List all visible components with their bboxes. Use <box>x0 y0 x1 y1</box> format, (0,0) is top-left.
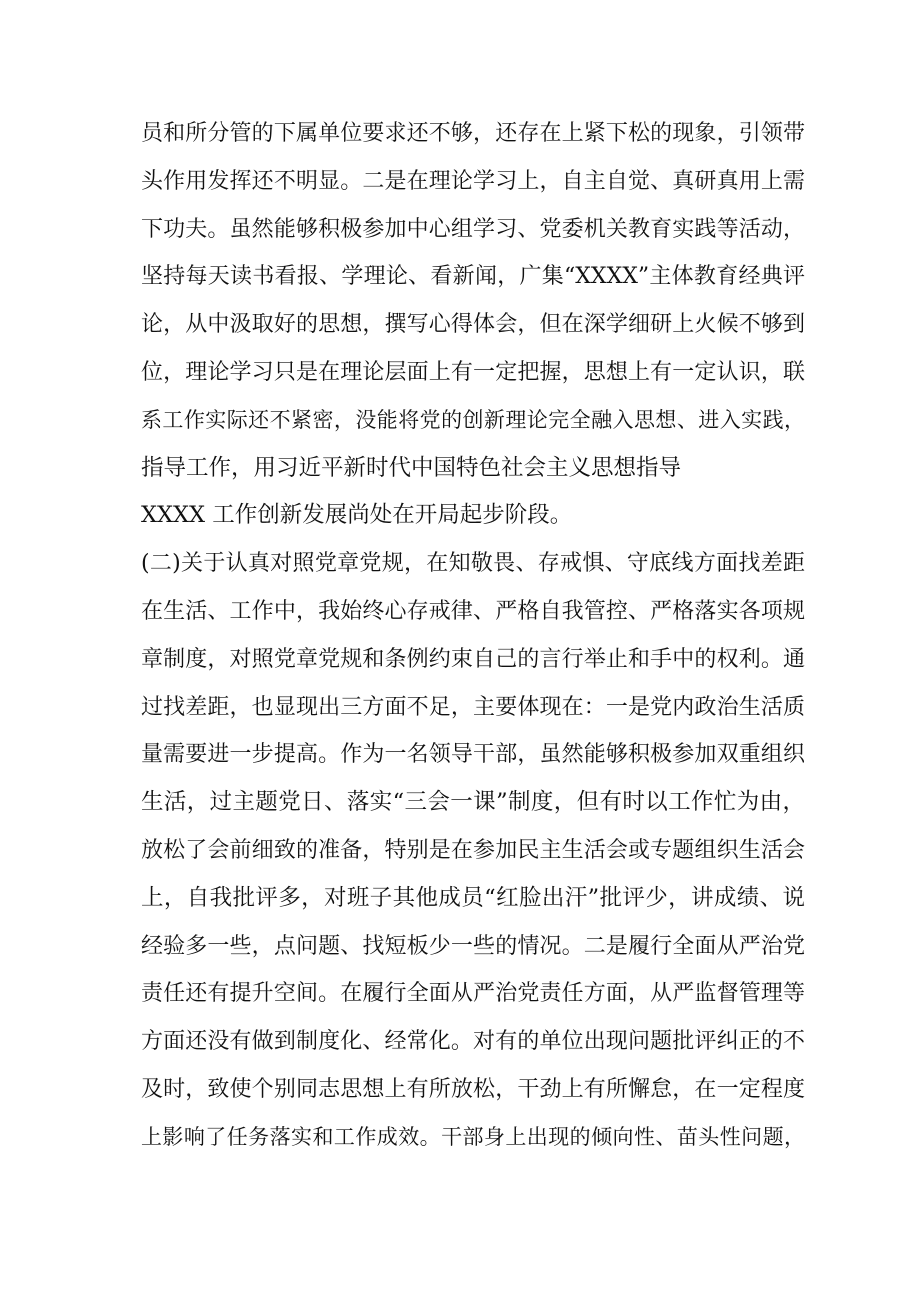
text-line: 上，自我批评多，对班子其他成员“红脸出汗”批评少，讲成绩、说 <box>141 884 805 911</box>
text-line: XXXX 工作创新发展尚处在开局起步阶段。 <box>141 502 573 529</box>
text-line: 位，理论学习只是在理论层面上有一定把握，思想上有一定认识，联 <box>141 359 805 385</box>
section-heading: (二)关于认真对照党章党规，在知敬畏、存戒惧、守底线方面找差距 <box>141 551 805 577</box>
text-line: 过找差距，也显现出三方面不足，主要体现在：一是党内政治生活质 <box>141 694 805 720</box>
body-text <box>141 110 805 1162</box>
text-line: 章制度，对照党章党规和条例约束自己的言行举止和手中的权利。通 <box>141 646 805 672</box>
text-line: 系工作实际还不紧密，没能将党的创新理论完全融入思想、进入实践， <box>141 407 805 432</box>
text-line: 坚持每天读书看报、学理论、看新闻，广集“XXXX”主体教育经典评 <box>141 264 805 290</box>
text-line: 在生活、工作中，我始终心存戒律、严格自我管控、严格落实各项规 <box>141 598 805 624</box>
text-line: 生活，过主题党日、落实“三会一课”制度，但有时以工作忙为由， <box>141 789 805 816</box>
text-line: 下功夫。虽然能够积极参加中心组学习、党委机关教育实践等活动， <box>141 216 805 242</box>
text-line: 论，从中汲取好的思想，撰写心得体会，但在深学细研上火候不够到 <box>141 312 805 338</box>
text-line: 员和所分管的下属单位要求还不够，还存在上紧下松的现象，引领带 <box>141 121 805 146</box>
text-line: 头作用发挥还不明显。二是在理论学习上，自主自觉、真研真用上需 <box>141 168 805 194</box>
text-line: 责任还有提升空间。在履行全面从严治党责任方面，从严监督管理等 <box>141 981 805 1007</box>
text-line: 上影响了任务落实和工作成效。干部身上出现的倾向性、苗头性问题， <box>141 1124 805 1149</box>
text-line: 及时，致使个别同志思想上有所放松，干劲上有所懈怠，在一定程度 <box>141 1076 805 1102</box>
text-line: 指导工作，用习近平新时代中国特色社会主义思想指导 <box>141 454 682 481</box>
text-line: 方面还没有做到制度化、经常化。对有的单位出现问题批评纠正的不 <box>141 1029 805 1055</box>
text-line: 量需要进一步提高。作为一名领导干部，虽然能够积极参加双重组织 <box>141 742 805 768</box>
text-line: 经验多一些，点问题、找短板少一些的情况。二是履行全面从严治党 <box>141 933 805 959</box>
text-line: 放松了会前细致的准备，特别是在参加民主生活会或专题组织生活会 <box>141 837 805 863</box>
